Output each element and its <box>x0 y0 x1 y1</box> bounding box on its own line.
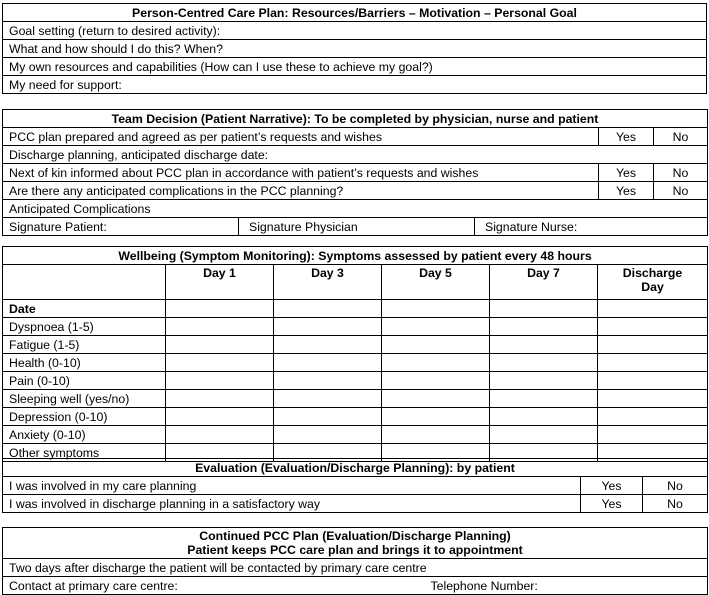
complications-question-label: Are there any anticipated complications in the PCC planning? <box>3 182 599 200</box>
cell[interactable] <box>598 300 708 318</box>
cell[interactable] <box>166 354 274 372</box>
row-label-other: Other symptoms <box>3 444 166 462</box>
involved-discharge-label: I was involved in discharge planning in a satisfactory way <box>3 495 581 513</box>
what-how-field[interactable]: What and how should I do this? When? <box>3 40 707 58</box>
cell[interactable] <box>166 372 274 390</box>
col-discharge-line1: Discharge <box>622 266 683 280</box>
cell[interactable] <box>166 390 274 408</box>
cell[interactable] <box>382 408 490 426</box>
team-decision-table <box>2 109 708 218</box>
cell[interactable] <box>490 354 598 372</box>
involved-care-yes[interactable]: Yes <box>581 477 643 495</box>
wellbeing-table <box>2 246 708 462</box>
col-discharge-line2: Day <box>641 280 664 294</box>
resources-field[interactable]: My own resources and capabilities (How can I use these to achieve my goal?) <box>3 58 707 76</box>
continued-plan-title-line2: Patient keeps PCC care plan and brings it to appointment <box>187 543 523 557</box>
cell[interactable] <box>598 408 708 426</box>
involved-care-no[interactable]: No <box>643 477 708 495</box>
table-row <box>3 354 708 372</box>
care-plan-title: Person-Centred Care Plan: Resources/Barriers – Motivation – Personal Goal <box>3 4 707 22</box>
involved-discharge-no[interactable]: No <box>643 495 708 513</box>
table-row <box>3 390 708 408</box>
signature-patient-field[interactable]: Signature Patient: <box>3 218 239 236</box>
cell[interactable] <box>598 336 708 354</box>
cell[interactable] <box>274 408 382 426</box>
care-plan-section <box>2 3 707 94</box>
complications-no[interactable]: No <box>654 182 708 200</box>
row-label-fatigue: Fatigue (1-5) <box>3 336 166 354</box>
cell[interactable] <box>598 390 708 408</box>
col-discharge-day <box>598 265 708 300</box>
cell[interactable] <box>490 372 598 390</box>
table-row <box>3 426 708 444</box>
row-label-health: Health (0-10) <box>3 354 166 372</box>
goal-setting-field[interactable]: Goal setting (return to desired activity): <box>3 22 707 40</box>
cell[interactable] <box>490 318 598 336</box>
col-day-7: Day 7 <box>490 265 598 300</box>
cell[interactable] <box>598 318 708 336</box>
cell[interactable] <box>382 426 490 444</box>
row-label-anxiety: Anxiety (0-10) <box>3 426 166 444</box>
cell[interactable] <box>382 372 490 390</box>
kin-informed-no[interactable]: No <box>654 164 708 182</box>
wellbeing-title: Wellbeing (Symptom Monitoring): Symptoms assessed by patient every 48 hours <box>3 247 708 265</box>
contact-note: Two days after discharge the patient will be contacted by primary care centre <box>3 559 708 577</box>
cell[interactable] <box>382 354 490 372</box>
continued-plan-title-line1: Continued PCC Plan (Evaluation/Discharge Planning) <box>199 529 511 543</box>
cell[interactable] <box>274 426 382 444</box>
evaluation-section <box>2 458 707 513</box>
cell[interactable] <box>382 336 490 354</box>
cell[interactable] <box>382 318 490 336</box>
wellbeing-section <box>2 246 707 462</box>
wellbeing-corner-cell <box>3 265 166 300</box>
pcc-plan-agreed-label: PCC plan prepared and agreed as per patient’s requests and wishes <box>3 128 599 146</box>
row-label-pain: Pain (0-10) <box>3 372 166 390</box>
cell[interactable] <box>598 426 708 444</box>
row-label-depression: Depression (0-10) <box>3 408 166 426</box>
cell[interactable] <box>490 408 598 426</box>
cell[interactable] <box>490 300 598 318</box>
col-day-3: Day 3 <box>274 265 382 300</box>
cell[interactable] <box>166 426 274 444</box>
cell[interactable] <box>598 354 708 372</box>
discharge-date-field[interactable]: Discharge planning, anticipated discharge date: <box>3 146 708 164</box>
row-label-date: Date <box>3 300 166 318</box>
care-plan-table <box>2 3 707 94</box>
col-day-1: Day 1 <box>166 265 274 300</box>
involved-discharge-yes[interactable]: Yes <box>581 495 643 513</box>
continued-plan-section <box>2 527 707 595</box>
cell[interactable] <box>274 354 382 372</box>
cell[interactable] <box>490 426 598 444</box>
involved-care-label: I was involved in my care planning <box>3 477 581 495</box>
row-label-sleeping: Sleeping well (yes/no) <box>3 390 166 408</box>
evaluation-table <box>2 458 708 513</box>
evaluation-title: Evaluation (Evaluation/Discharge Planning): by patient <box>3 459 708 477</box>
table-row <box>3 336 708 354</box>
cell[interactable] <box>274 336 382 354</box>
support-need-field[interactable]: My need for support: <box>3 76 707 94</box>
cell[interactable] <box>598 372 708 390</box>
cell[interactable] <box>490 390 598 408</box>
cell[interactable] <box>274 372 382 390</box>
signature-table <box>2 217 708 236</box>
anticipated-complications-field[interactable]: Anticipated Complications <box>3 200 708 218</box>
kin-informed-label: Next of kin informed about PCC plan in accordance with patient’s requests and wishes <box>3 164 599 182</box>
cell[interactable] <box>166 318 274 336</box>
cell[interactable] <box>382 300 490 318</box>
team-decision-title: Team Decision (Patient Narrative): To be completed by physician, nurse and patient <box>3 110 708 128</box>
row-label-dyspnoea: Dyspnoea (1-5) <box>3 318 166 336</box>
continued-plan-title <box>3 528 708 559</box>
cell[interactable] <box>490 336 598 354</box>
cell[interactable] <box>382 390 490 408</box>
continued-plan-table <box>2 527 708 595</box>
signature-physician-field[interactable]: Signature Physician <box>239 218 475 236</box>
cell[interactable] <box>274 390 382 408</box>
col-day-5: Day 5 <box>382 265 490 300</box>
signature-nurse-field[interactable]: Signature Nurse: <box>475 218 708 236</box>
kin-informed-yes[interactable]: Yes <box>599 164 654 182</box>
contact-primary-care-field[interactable]: Contact at primary care centre: <box>3 577 423 595</box>
pcc-plan-agreed-no[interactable]: No <box>654 128 708 146</box>
table-row <box>3 372 708 390</box>
pcc-plan-agreed-yes[interactable]: Yes <box>599 128 654 146</box>
cell[interactable] <box>166 300 274 318</box>
cell[interactable] <box>274 318 382 336</box>
telephone-number-field[interactable]: Telephone Number: <box>423 577 708 595</box>
cell[interactable] <box>274 300 382 318</box>
complications-yes[interactable]: Yes <box>599 182 654 200</box>
table-row <box>3 318 708 336</box>
team-decision-section <box>2 109 707 236</box>
table-row <box>3 408 708 426</box>
table-row <box>3 300 708 318</box>
cell[interactable] <box>166 336 274 354</box>
cell[interactable] <box>166 408 274 426</box>
